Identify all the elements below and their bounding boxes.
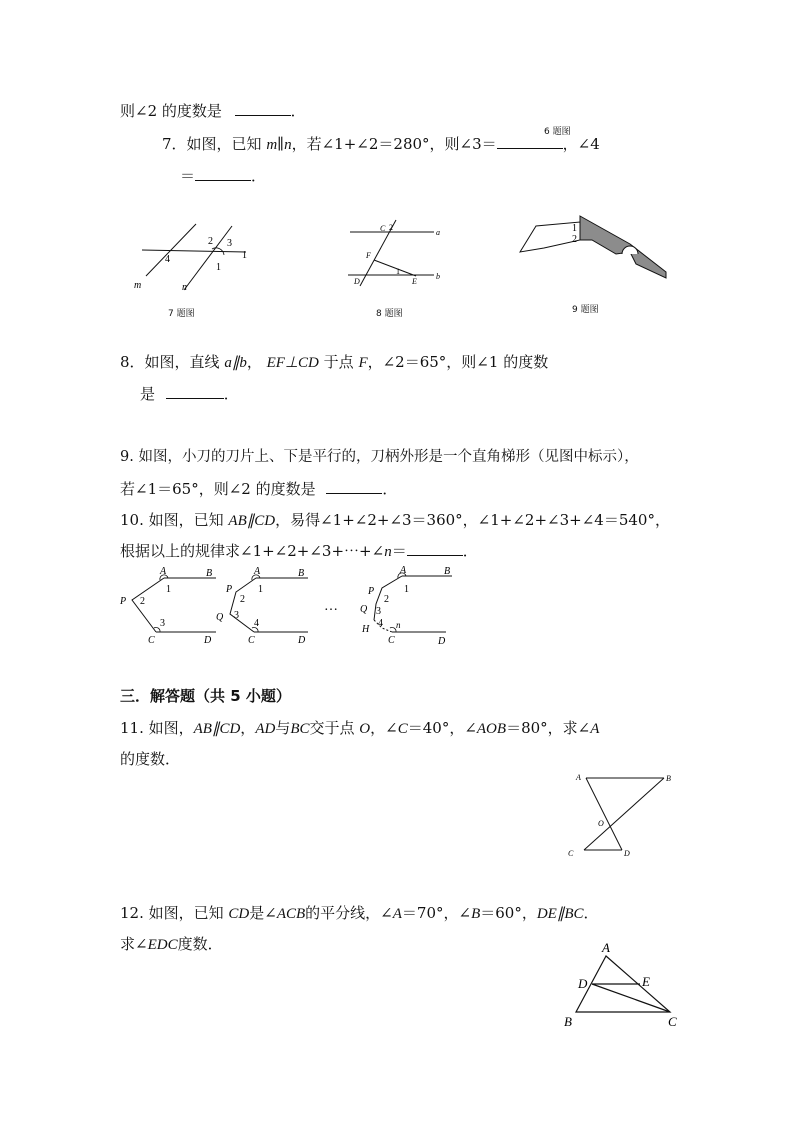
q11-text-f: ＝40°，∠ [407,719,477,737]
q7-m: m [266,137,278,153]
q12-text-d: ＝70°，∠ [401,904,472,922]
period: ． [382,480,398,498]
fig8-D: D [354,277,360,286]
q6-tail-text: 则∠2 的度数是 [120,102,222,120]
fig10-p3-n: n [396,620,401,630]
fig9-label-1: 1 [572,223,577,234]
q12-edc: EDC [147,937,178,953]
q8-line1 [120,352,548,373]
fig10-p1-2: 2 [140,596,145,607]
q6-caption: 6 题图 [544,127,571,137]
q9-line2 [120,479,397,499]
q8-text-a: 8．如图，直线 [120,353,220,371]
q12-text-f: ． [583,904,599,922]
q12-text-b: 是∠ [249,904,277,922]
fig10-p2-C: C [248,635,255,646]
fig7-n: n [182,282,187,293]
fig10-p3-A: A [400,565,407,576]
fig11-A: A [576,773,581,782]
q8-f: F [358,355,368,371]
fig10-p3-1: 1 [404,584,409,595]
fig10-p1-A: A [160,566,167,577]
fig10-ellipsis: … [324,599,338,614]
q11-text-d: 交于点 [309,719,355,737]
q11-ab: AB∥CD [193,721,241,737]
fig8-label-1: 1 [396,267,400,276]
fig10-p2-3: 3 [234,610,239,621]
fig11-C: C [568,849,574,858]
q11-A: A [590,721,600,737]
q12-acb: ACB [276,906,306,922]
fig10-p2-P: P [226,584,233,595]
q12-line1 [120,903,599,924]
q8-line2 [140,384,239,404]
q12-B: B [471,906,481,922]
fig10-p1-1: 1 [166,584,171,595]
fig8-b: b [436,272,440,281]
q11-bc: BC [290,721,310,737]
fig9-caption: 9 题图 [572,305,599,315]
fig8-a: a [436,228,440,237]
q9-line1: 9. 如图，小刀的刀片上、下是平行的，刀柄外形是一个直角梯形（见图中标示）， [120,449,639,465]
q12-text-h: 度数． [177,935,223,953]
fig12-A: A [602,940,610,955]
q7-line1 [162,134,600,155]
fig7-line-1: 1 [242,250,247,261]
q12-cd: CD [228,906,250,922]
q11-text-a: 11. 如图， [120,719,194,737]
q11-aob: AOB [476,721,507,737]
answer-blank[interactable] [195,166,251,181]
q10-text-d: ＝ [391,542,407,560]
fig7-caption: 7 题图 [168,309,195,319]
q7-text-a: 7．如图，已知 [162,135,262,153]
q10-n: n [384,544,392,560]
q6-tail [120,101,306,121]
q11-ad: AD [255,721,276,737]
fig9-label-2: 2 [572,234,577,245]
q12-debc: DE∥BC [536,906,584,922]
fig10-p2-2: 2 [240,594,245,605]
period: ． [223,385,239,403]
period: ． [290,102,306,120]
fig7-label-3: 3 [227,238,232,249]
fig10-p3-3: 3 [376,606,381,617]
fig7-label-1: 1 [216,262,221,273]
fig10-p2-D: D [298,635,306,646]
fig8-F: F [366,251,371,260]
fig11-B: B [666,774,671,783]
q8-text-e: 是 [140,385,156,403]
fig10-p3-2: 2 [384,594,389,605]
q11-line2: 的度数． [120,750,181,768]
q8-text-d: ，∠2＝65°，则∠1 的度数 [367,353,549,371]
fig10-p1-P: P [120,596,127,607]
fig7-m: m [134,280,142,291]
period: ． [251,167,267,185]
q10-line1 [120,510,670,531]
q11-C: C [397,721,408,737]
figure-8 [338,218,458,290]
q7-n: n [284,137,292,153]
figure-10 [116,562,456,650]
q11-line1 [120,718,599,739]
answer-blank[interactable] [326,479,382,494]
q10-line2 [120,541,478,562]
figure-9 [518,212,668,282]
fig10-p1-B: B [206,568,213,579]
q7-text-d: ＝ [180,167,196,185]
q11-text-e: ，∠ [370,719,398,737]
q7-line2 [180,166,266,186]
q10-text-a: 10. 如图，已知 [120,511,224,529]
q8-text-b: ， [246,353,262,371]
q12-text-a: 12. 如图，已知 [120,904,224,922]
figure-7 [128,218,268,298]
fig10-p2-1: 1 [258,584,263,595]
q8-text-c: 于点 [323,353,354,371]
q12-text-e: ＝60°， [480,904,537,922]
fig10-p3-D: D [438,636,446,647]
fig10-p3-C: C [388,635,395,646]
fig10-p3-Q: Q [360,604,368,615]
fig10-p2-Q: Q [216,612,224,623]
fig12-B: B [564,1014,572,1029]
fig10-p2-A: A [254,566,261,577]
fig8-label-2: 2 [389,223,393,232]
fig10-p2-4: 4 [254,618,259,629]
q12-line2 [120,934,223,955]
fig8-caption: 8 题图 [376,309,403,319]
fig10-p1-D: D [204,635,212,646]
fig12-D: D [578,976,588,991]
q11-text-g: ＝80°，求∠ [506,719,591,737]
q7-text-b: ，若∠1+∠2＝280°，则∠3＝ [291,135,497,153]
fig11-O: O [598,819,604,828]
q8-efcd: EF⊥CD [266,355,319,371]
fig10-p3-P: P [368,586,375,597]
fig12-E: E [642,974,650,989]
q10-text-c: 根据以上的规律求∠1+∠2+∠3+⋯+∠ [120,542,385,560]
fig11-D: D [624,849,630,858]
q7-parallel: ∥ [277,135,285,153]
fig12-C: C [668,1014,677,1029]
fig10-p1-C: C [148,635,155,646]
answer-blank[interactable] [497,134,563,149]
fig10-p3-H: H [362,624,370,635]
fig8-E: E [412,277,417,286]
q10-ab: AB∥CD [228,513,276,529]
fig7-label-2: 2 [208,236,213,247]
answer-blank[interactable] [407,541,463,556]
fig10-p3-B: B [444,566,451,577]
q11-text-b: ， [240,719,256,737]
q10-text-b: ，易得∠1+∠2+∠3＝360°，∠1+∠2+∠3+∠4＝540°， [275,511,670,529]
q12-text-c: 的平分线，∠ [305,904,393,922]
q12-A: A [392,906,402,922]
fig10-p2-B: B [298,568,305,579]
fig10-p1-3: 3 [160,618,165,629]
q11-o: O [359,721,371,737]
fig8-C: C [380,224,386,233]
figure-11 [566,770,678,860]
q11-text-c: 与 [275,719,291,737]
fig7-label-4: 4 [165,254,170,265]
q9-text-b: 若∠1＝65°，则∠2 的度数是 [120,480,316,498]
section-heading: 三．解答题（共 5 小题） [120,687,291,705]
fig10-p3-4: 4 [378,618,383,629]
figure-12 [560,938,690,1034]
q8-ab: a∥b [224,355,247,371]
answer-blank[interactable] [235,101,291,116]
q7-text-c: ，∠4 [562,135,600,153]
answer-blank[interactable] [166,384,224,399]
q12-text-g: 求∠ [120,935,148,953]
period: ． [462,542,478,560]
